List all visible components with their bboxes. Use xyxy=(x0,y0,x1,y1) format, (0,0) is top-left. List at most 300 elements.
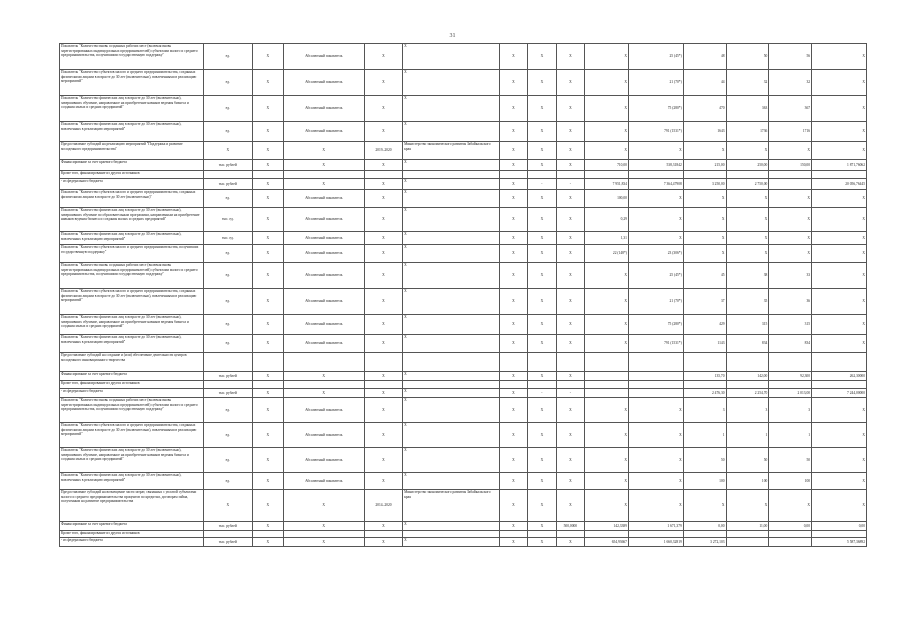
table-cell xyxy=(683,171,726,179)
table-cell: X xyxy=(403,208,499,232)
table-cell: 23 (306*) xyxy=(628,245,683,263)
table-cell: X xyxy=(403,70,499,96)
table-cell: X xyxy=(364,208,402,232)
table-row xyxy=(60,448,867,473)
table-row xyxy=(60,122,867,142)
table-row xyxy=(60,473,867,490)
table-cell: 791 (1531*) xyxy=(628,335,683,353)
table-cell xyxy=(683,353,726,372)
table-cell: X xyxy=(628,423,683,448)
table-cell xyxy=(203,531,252,538)
table-cell: X xyxy=(252,389,283,398)
table-cell: X xyxy=(769,490,812,522)
table-cell: X xyxy=(628,190,683,208)
table-cell: X xyxy=(528,398,557,423)
table-cell: Абсолютный показатель xyxy=(283,335,364,353)
table-cell: 48 xyxy=(683,44,726,70)
table-cell: X xyxy=(812,190,867,208)
table-cell xyxy=(726,171,769,179)
table-cell xyxy=(769,353,812,372)
table-cell: ед. xyxy=(203,448,252,473)
table-cell: X xyxy=(683,190,726,208)
table-cell xyxy=(628,353,683,372)
row-description-cell: Показатель "Количество вновь созданных рабочих мест (включая вновь зарегистрированных индивидуальных предпринимателей) субъектами малого и среднего предпринимательства, получившими государственную поддержку" xyxy=(60,263,204,289)
table-cell xyxy=(726,538,769,547)
table-cell: X xyxy=(628,232,683,245)
table-cell xyxy=(726,381,769,389)
table-cell: 429 xyxy=(683,315,726,335)
table-cell xyxy=(812,353,867,372)
table-cell: 262,30000 xyxy=(812,372,867,381)
table-cell: 315 xyxy=(726,315,769,335)
table-cell: 2 476,30 xyxy=(683,389,726,398)
table-cell: тыс. рублей xyxy=(203,160,252,171)
table-cell: 50 xyxy=(769,448,812,473)
table-cell: Министерство экономического развития Забайкальского края xyxy=(403,142,499,160)
table-cell: X xyxy=(499,160,528,171)
table-cell: X xyxy=(556,263,585,289)
table-cell: X xyxy=(812,142,867,160)
table-cell: X xyxy=(812,315,867,335)
table-cell xyxy=(252,353,283,372)
table-cell: X xyxy=(769,245,812,263)
table-cell: 56 xyxy=(769,44,812,70)
table-cell: X xyxy=(403,315,499,335)
row-description-cell: Кроме того, финансирование из других источников xyxy=(60,531,204,538)
table-cell xyxy=(499,531,528,538)
table-cell: X xyxy=(364,372,402,381)
table-cell: X xyxy=(403,538,499,547)
table-cell: X xyxy=(403,522,499,531)
table-row xyxy=(60,353,867,372)
table-cell: 22 (148*) xyxy=(585,245,629,263)
table-cell: X xyxy=(403,245,499,263)
table-cell: 50 xyxy=(726,448,769,473)
table-cell: 92,300 xyxy=(769,372,812,381)
table-cell: X xyxy=(628,448,683,473)
page-number: 31 xyxy=(449,33,456,39)
table-cell: 5 587,36892 xyxy=(812,538,867,547)
table-row xyxy=(60,315,867,335)
table-cell: X xyxy=(364,398,402,423)
table-cell: X xyxy=(252,335,283,353)
table-cell xyxy=(252,171,283,179)
table-cell: 470 xyxy=(683,96,726,122)
table-cell: X xyxy=(556,398,585,423)
row-description-cell: Предоставление субсидий на создание и (или) обеспечение деятельности центров молодежного инновационного творчества xyxy=(60,353,204,372)
table-cell: X xyxy=(585,473,629,490)
table-cell: X xyxy=(628,142,683,160)
table-cell: 36 xyxy=(769,289,812,315)
table-cell: X xyxy=(556,160,585,171)
row-description-cell: Показатель "Количество вновь созданных рабочих мест (включая вновь зарегистрированных индивидуальных предпринимателей) субъектами малого и среднего предпринимательства, получившими государственную поддержку" xyxy=(60,44,204,70)
table-cell xyxy=(556,531,585,538)
table-cell: ед. xyxy=(203,190,252,208)
table-row xyxy=(60,70,867,96)
table-cell: X xyxy=(252,398,283,423)
table-row xyxy=(60,335,867,353)
table-cell: X xyxy=(499,142,528,160)
table-cell: X xyxy=(364,263,402,289)
table-cell: Абсолютный показатель xyxy=(283,263,364,289)
table-cell xyxy=(812,531,867,538)
table-cell: X xyxy=(283,538,364,547)
table-cell xyxy=(528,381,557,389)
table-cell: X xyxy=(499,398,528,423)
table-cell: - xyxy=(556,389,585,398)
table-cell: X xyxy=(585,44,629,70)
table-cell: X xyxy=(499,315,528,335)
table-cell: 1716 xyxy=(769,122,812,142)
table-cell: X xyxy=(403,122,499,142)
table-row xyxy=(60,398,867,423)
table-row xyxy=(60,381,867,389)
table-cell: X xyxy=(812,490,867,522)
table-cell: Абсолютный показатель xyxy=(283,398,364,423)
row-description-cell: Показатель "Количество субъектов малого и среднего предпринимательства, получивших государственную поддержку" xyxy=(60,245,204,263)
table-cell: 7 244,00000 xyxy=(812,389,867,398)
table-cell: 0,29 xyxy=(585,208,629,232)
table-cell: X xyxy=(556,473,585,490)
table-cell: X xyxy=(812,96,867,122)
table-cell: X xyxy=(812,232,867,245)
table-cell: 45 xyxy=(683,263,726,289)
table-cell: X xyxy=(364,245,402,263)
table-cell xyxy=(499,381,528,389)
table-cell: X xyxy=(364,448,402,473)
table-cell: X xyxy=(403,179,499,190)
table-cell: X xyxy=(403,423,499,448)
table-cell: X xyxy=(499,96,528,122)
table-cell: X xyxy=(364,70,402,96)
table-cell: 25 (45*) xyxy=(628,44,683,70)
table-cell: X xyxy=(403,372,499,381)
table-cell: X xyxy=(499,179,528,190)
table-cell: X xyxy=(252,122,283,142)
table-cell: X xyxy=(252,538,283,547)
table-cell: ед. xyxy=(203,398,252,423)
table-cell xyxy=(403,381,499,389)
table-cell: 538,31842 xyxy=(628,160,683,171)
table-cell xyxy=(499,353,528,372)
table-cell: X xyxy=(364,232,402,245)
table-cell: X xyxy=(283,179,364,190)
table-cell: X xyxy=(556,423,585,448)
row-description-cell: Показатель "Количество субъектов малого и среднего предпринимательства, созданных физическими лицами в возрасте до 30 лет (включительно), вовлеченными в реализацию мероприятий" xyxy=(60,289,204,315)
table-cell: X xyxy=(528,423,557,448)
table-cell: ед. xyxy=(203,335,252,353)
table-cell: 1 660,32819 xyxy=(628,538,683,547)
table-cell: X xyxy=(499,473,528,490)
table-cell: X xyxy=(528,448,557,473)
table-cell: X xyxy=(628,490,683,522)
table-cell: X xyxy=(252,448,283,473)
table-cell: X xyxy=(252,96,283,122)
table-cell: 21 (70*) xyxy=(628,70,683,96)
table-cell xyxy=(556,381,585,389)
table-cell: X xyxy=(556,208,585,232)
table-cell: X xyxy=(499,122,528,142)
table-cell: X xyxy=(585,490,629,522)
row-description-cell: Финансирование за счет краевого бюджета xyxy=(60,160,204,171)
table-cell: X xyxy=(203,490,252,522)
table-cell: X xyxy=(812,122,867,142)
table-cell: X xyxy=(812,70,867,96)
table-cell: 21 (70*) xyxy=(628,289,683,315)
table-cell: X xyxy=(556,122,585,142)
row-description-cell: Показатель "Количество физических лиц в возрасте до 30 лет (включительно), вовлеченных в реализацию мероприятий" xyxy=(60,122,204,142)
table-cell: ед. xyxy=(203,122,252,142)
table-cell: X xyxy=(252,179,283,190)
table-cell: 1 xyxy=(683,423,726,448)
table-cell: 150,00 xyxy=(769,160,812,171)
table-cell: X xyxy=(528,122,557,142)
table-cell: X xyxy=(726,142,769,160)
table-cell: - xyxy=(528,179,557,190)
table-cell xyxy=(556,353,585,372)
table-cell: X xyxy=(499,335,528,353)
table-cell xyxy=(252,381,283,389)
table-row xyxy=(60,171,867,179)
table-cell: тыс. ед. xyxy=(203,208,252,232)
table-cell xyxy=(628,171,683,179)
table-cell: X xyxy=(628,208,683,232)
table-cell: X xyxy=(252,160,283,171)
table-cell xyxy=(585,171,629,179)
table-cell: X xyxy=(403,263,499,289)
table-cell xyxy=(683,531,726,538)
table-cell xyxy=(585,389,629,398)
table-cell: X xyxy=(499,232,528,245)
row-description-cell: Кроме того, финансирование из других источников xyxy=(60,171,204,179)
table-cell: X xyxy=(528,245,557,263)
table-cell: 11,00 xyxy=(726,522,769,531)
table-cell: 215,00 xyxy=(683,160,726,171)
table-cell xyxy=(252,531,283,538)
table-cell: X xyxy=(585,423,629,448)
table-cell: X xyxy=(499,208,528,232)
table-cell xyxy=(364,381,402,389)
table-cell: X xyxy=(585,70,629,96)
table-cell xyxy=(726,353,769,372)
row-description-cell: Показатель "Количество субъектов малого и среднего предпринимательства, созданных физическими лицами в возрасте до 30 лет (включительно), вовлеченными в реализацию мероприятий" xyxy=(60,70,204,96)
table-cell: X xyxy=(364,522,402,531)
table-cell: 2 254,70 xyxy=(726,389,769,398)
row-description-cell: - из федерального бюджета xyxy=(60,538,204,547)
table-cell: X xyxy=(528,289,557,315)
table-cell: X xyxy=(528,190,557,208)
table-cell: тыс. рублей xyxy=(203,389,252,398)
table-cell: X xyxy=(283,389,364,398)
table-cell: X xyxy=(528,263,557,289)
table-row xyxy=(60,142,867,160)
table-cell: Абсолютный показатель xyxy=(283,232,364,245)
table-cell: 710,00 xyxy=(585,160,629,171)
table-cell xyxy=(769,171,812,179)
table-cell: X xyxy=(812,208,867,232)
row-description-cell: Финансирование за счет краевого бюджета xyxy=(60,372,204,381)
row-description-cell: - из федерального бюджета xyxy=(60,179,204,190)
table-cell: Абсолютный показатель xyxy=(283,70,364,96)
table-cell: X xyxy=(812,263,867,289)
table-cell xyxy=(203,353,252,372)
table-cell: X xyxy=(364,179,402,190)
row-description-cell: Показатель "Количество вновь созданных рабочих мест (включая вновь зарегистрированных индивидуальных предпринимателей) субъектами малого и среднего предпринимательства, получившими государственную поддержку" xyxy=(60,398,204,423)
row-description-cell: Показатель "Количество физических лиц в возрасте до 30 лет (включительно), завершивших обучение, направленное на приобретение навыков ведения бизнеса и создания малых и средних предприятий" xyxy=(60,315,204,335)
table-cell: X xyxy=(403,190,499,208)
table-cell: X xyxy=(499,70,528,96)
table-cell: X xyxy=(283,372,364,381)
table-cell: ед. xyxy=(203,423,252,448)
table-cell: 100 xyxy=(726,473,769,490)
table-cell: 0,00 xyxy=(812,522,867,531)
table-cell: тыс. рублей xyxy=(203,538,252,547)
row-description-cell: Показатель "Количество субъектов малого и среднего предпринимательства, созданных физическими лицами в возрасте до 30 лет (включительно)" xyxy=(60,190,204,208)
table-cell: X xyxy=(252,473,283,490)
table-cell: X xyxy=(556,44,585,70)
table-cell: X xyxy=(252,208,283,232)
table-cell: 500,0000 xyxy=(556,522,585,531)
table-cell: X xyxy=(364,315,402,335)
table-cell xyxy=(812,381,867,389)
table-cell: X xyxy=(585,142,629,160)
table-cell: X xyxy=(528,232,557,245)
table-cell: 50 xyxy=(726,44,769,70)
table-cell: X xyxy=(364,538,402,547)
table-cell: X xyxy=(812,289,867,315)
table-cell: X xyxy=(528,315,557,335)
table-cell: X xyxy=(726,208,769,232)
table-cell: 44 xyxy=(683,70,726,96)
table-cell xyxy=(403,353,499,372)
table-cell xyxy=(283,531,364,538)
table-cell: X xyxy=(528,522,557,531)
table-cell: X xyxy=(499,190,528,208)
table-cell: Абсолютный показатель xyxy=(283,208,364,232)
table-cell: X xyxy=(556,448,585,473)
table-cell: 2014–2020 xyxy=(364,490,402,522)
table-cell: X xyxy=(283,490,364,522)
table-cell: 2 750,00 xyxy=(726,179,769,190)
table-cell xyxy=(499,171,528,179)
table-cell: X xyxy=(403,289,499,315)
table-cell: X xyxy=(726,490,769,522)
table-cell xyxy=(812,171,867,179)
table-cell: X xyxy=(252,263,283,289)
row-description-cell: Показатель "Количество физических лиц в возрасте до 30 лет (включительно), завершивших обучение, направленное на приобретение навыков ведения бизнеса и создания малых и средних предприятий" xyxy=(60,96,204,122)
table-cell: X xyxy=(283,160,364,171)
table-cell: 1 671,379 xyxy=(628,522,683,531)
table-cell: X xyxy=(283,142,364,160)
table-row xyxy=(60,522,867,531)
table-cell: X xyxy=(556,190,585,208)
table-cell: ед. xyxy=(203,473,252,490)
table-cell: 3 250,00 xyxy=(683,179,726,190)
table-cell: X xyxy=(556,335,585,353)
table-cell xyxy=(528,171,557,179)
table-cell: X xyxy=(769,142,812,160)
table-cell: X xyxy=(364,122,402,142)
table-cell: X xyxy=(499,263,528,289)
table-cell: 25 (45*) xyxy=(628,263,683,289)
table-cell: X xyxy=(364,96,402,122)
table-cell: X xyxy=(283,522,364,531)
table-cell: X xyxy=(528,335,557,353)
table-cell: X xyxy=(403,389,499,398)
table-cell: 100 xyxy=(769,473,812,490)
table-cell: 33 xyxy=(769,263,812,289)
table-cell: 834 xyxy=(769,335,812,353)
table-cell: тыс. рублей xyxy=(203,179,252,190)
table-cell: X xyxy=(585,289,629,315)
table-cell: X xyxy=(628,398,683,423)
table-cell: X xyxy=(683,490,726,522)
table-cell xyxy=(283,171,364,179)
table-cell: 1 871,76062 xyxy=(812,160,867,171)
table-cell: X xyxy=(364,289,402,315)
table-cell: X xyxy=(364,44,402,70)
table-cell: ед. xyxy=(203,263,252,289)
table-cell: ед. xyxy=(203,315,252,335)
table-cell xyxy=(203,171,252,179)
table-cell: 3 xyxy=(726,398,769,423)
row-description-cell: - из федерального бюджета xyxy=(60,389,204,398)
table-cell: X xyxy=(403,473,499,490)
table-cell: 75 (280*) xyxy=(628,96,683,122)
table-cell: X xyxy=(812,448,867,473)
table-cell: X xyxy=(499,522,528,531)
table-cell: 20 056,76445 xyxy=(812,179,867,190)
table-cell: 1736 xyxy=(726,122,769,142)
table-cell: 38 xyxy=(726,263,769,289)
row-description-cell: Показатель "Количество физических лиц в возрасте до 30 лет (включительно), вовлеченных в реализацию мероприятий" xyxy=(60,232,204,245)
table-cell: X xyxy=(252,315,283,335)
table-cell: X xyxy=(585,122,629,142)
table-cell: X xyxy=(556,232,585,245)
table-cell: X xyxy=(252,190,283,208)
table-cell: X xyxy=(403,96,499,122)
table-cell: X xyxy=(364,160,402,171)
table-row xyxy=(60,245,867,263)
table-cell: X xyxy=(528,208,557,232)
table-cell: X xyxy=(556,289,585,315)
table-cell: X xyxy=(252,245,283,263)
table-cell xyxy=(403,171,499,179)
table-cell: X xyxy=(252,423,283,448)
table-cell xyxy=(203,381,252,389)
table-cell: X xyxy=(403,398,499,423)
table-cell: 250,00 xyxy=(726,160,769,171)
table-cell: X xyxy=(528,96,557,122)
table-cell: X xyxy=(683,142,726,160)
table-cell: X xyxy=(556,372,585,381)
table-cell: X xyxy=(812,335,867,353)
row-description-cell: Показатель "Количество субъектов малого и среднего предпринимательства, созданных физическими лицами в возрасте до 30 лет (включительно), вовлеченными в реализацию мероприятий" xyxy=(60,423,204,448)
table-cell: X xyxy=(585,315,629,335)
table-cell: Абсолютный показатель xyxy=(283,448,364,473)
table-row xyxy=(60,372,867,381)
table-row xyxy=(60,160,867,171)
table-cell: X xyxy=(556,142,585,160)
table-cell: X xyxy=(585,335,629,353)
table-row xyxy=(60,389,867,398)
table-cell: X xyxy=(528,142,557,160)
table-cell: 50 xyxy=(683,448,726,473)
table-cell: X xyxy=(683,208,726,232)
table-cell: X xyxy=(403,448,499,473)
table-cell: X xyxy=(252,70,283,96)
table-cell: X xyxy=(556,96,585,122)
